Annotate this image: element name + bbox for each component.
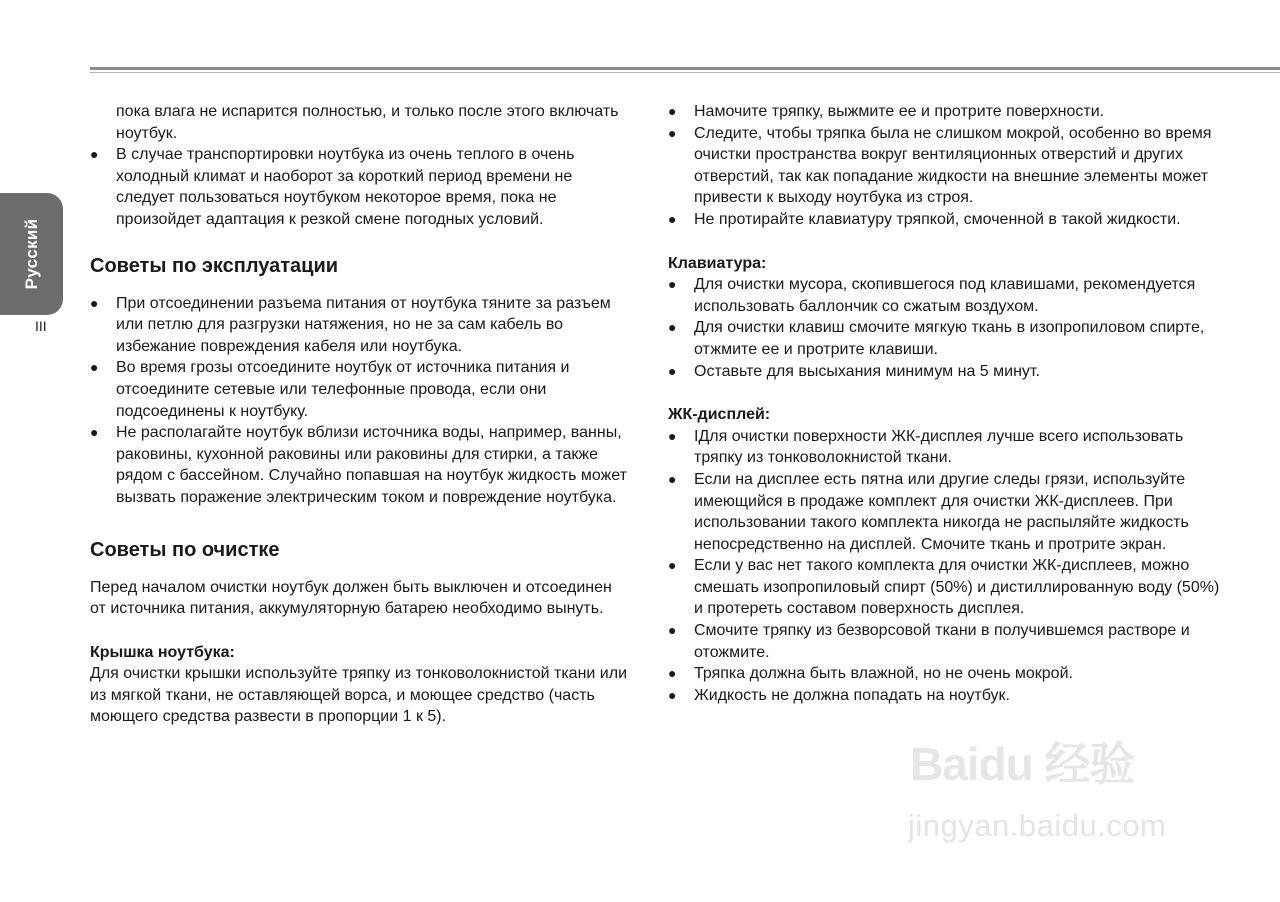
- list-item: ● Если на дисплее есть пятна или другие следы грязи, используйте имеющийся в продаже комплект для очистки ЖК-дисплеев. При использовании такого комплекта никогда не распыляйте жидкость непосредственно на дисплей. Смочите ткань и протрите экран.: [668, 469, 1228, 555]
- list-item: ● Если у вас нет такого комплекта для очистки ЖК-дисплеев, можно смешать изопропиловый спирт (50%) и дистиллированную воду (50%) и протереть составом поверхность дисплея.: [668, 555, 1228, 620]
- lcd-heading: ЖК-дисплей:: [668, 406, 771, 424]
- operation-list: [90, 293, 630, 509]
- list-item: ● Во время грозы отсоедините ноутбук от источника питания и отсоедините сетевые или телефонные провода, если они подсоединены к ноутбуку.: [90, 357, 630, 422]
- language-tab: [0, 193, 63, 315]
- cleaning-intro: Перед началом очистки ноутбук должен быть выключен и отсоединен от источника питания, аккумуляторную батарею необходимо вынуть.: [90, 578, 612, 618]
- page-number: III: [35, 318, 47, 334]
- list-item: ● Намочите тряпку, выжмите ее и протрите поверхности.: [668, 101, 1228, 123]
- header-rule-thin: [90, 72, 1280, 73]
- list-item: ● Для очистки клавиш смочите мягкую ткань в изопропиловом спирте, отжмите ее и протрите клавиши.: [668, 317, 1228, 360]
- language-tab-label: Русский: [21, 218, 41, 290]
- list-item: ● Смочите тряпку из безворсовой ткани в получившемся растворе и отожмите.: [668, 620, 1228, 663]
- watermark-logo: Baidu 经验: [910, 738, 1135, 790]
- list-item: ● Не располагайте ноутбук вблизи источника воды, например, ванны, раковины, кухонной раковины или раковины для стирки, а также рядом с бассейном. Случайно попавшая на ноутбук жидкость может вызвать поражение электрическим током и повреждение ноутбука.: [90, 422, 630, 508]
- right-top-list: [668, 101, 1228, 231]
- cleaning-heading: Советы по очистке: [90, 538, 280, 561]
- left-column: [90, 101, 630, 728]
- list-item: ● Не протирайте клавиатуру тряпкой, смоченной в такой жидкости.: [668, 209, 1228, 231]
- continuation-text: пока влага не испарится полностью, и только после этого включать ноутбук.: [116, 103, 619, 142]
- list-item: ● Для очистки мусора, скопившегося под клавишами, рекомендуется использовать баллончик со сжатым воздухом.: [668, 274, 1228, 317]
- operation-heading: Советы по эксплуатации: [90, 254, 339, 277]
- lcd-list: [668, 426, 1228, 707]
- right-column: [668, 101, 1228, 706]
- left-top-list: [90, 144, 630, 230]
- list-item: ● Жидкость не должна попадать на ноутбук.: [668, 685, 1228, 707]
- keyboard-heading: Клавиатура:: [668, 254, 767, 272]
- list-item: ● Оставьте для высыхания минимум на 5 минут.: [668, 361, 1228, 383]
- list-item: ● Следите, чтобы тряпка была не слишком мокрой, особенно во время очистки пространства вокруг вентиляционных отверстий и других отверстий, так как попадание жидкости на внешние элементы может привести к выходу ноутбука из строя.: [668, 123, 1228, 209]
- lid-heading: Крышка ноутбука:: [90, 643, 235, 661]
- list-item: ● IДля очистки поверхности ЖК-дисплея лучше всего использовать тряпку из тонковолокнистой ткани.: [668, 426, 1228, 469]
- baidu-watermark: [900, 722, 1220, 862]
- keyboard-list: [668, 274, 1228, 382]
- watermark-url: jingyan.baidu.com: [908, 808, 1167, 843]
- list-item: ● В случае транспортировки ноутбука из очень теплого в очень холодный климат и наоборот за короткий период времени не следует пользоваться ноутбуком некоторое время, пока не произойдет адаптация к резкой смене погодных условий.: [90, 144, 630, 230]
- lid-text: Для очистки крышки используйте тряпку из тонковолокнистой ткани или из мягкой ткани, не оставляющей ворса, и моющее средство (часть моющего средства развести в пропорции 1 к 5).: [90, 665, 628, 726]
- header-rule: [90, 67, 1280, 70]
- list-item: ● При отсоединении разъема питания от ноутбука тяните за разъем или петлю для разгрузки натяжения, но не за сам кабель во избежание повреждения кабеля или ноутбука.: [90, 293, 630, 358]
- list-item: ● Тряпка должна быть влажной, но не очень мокрой.: [668, 663, 1228, 685]
